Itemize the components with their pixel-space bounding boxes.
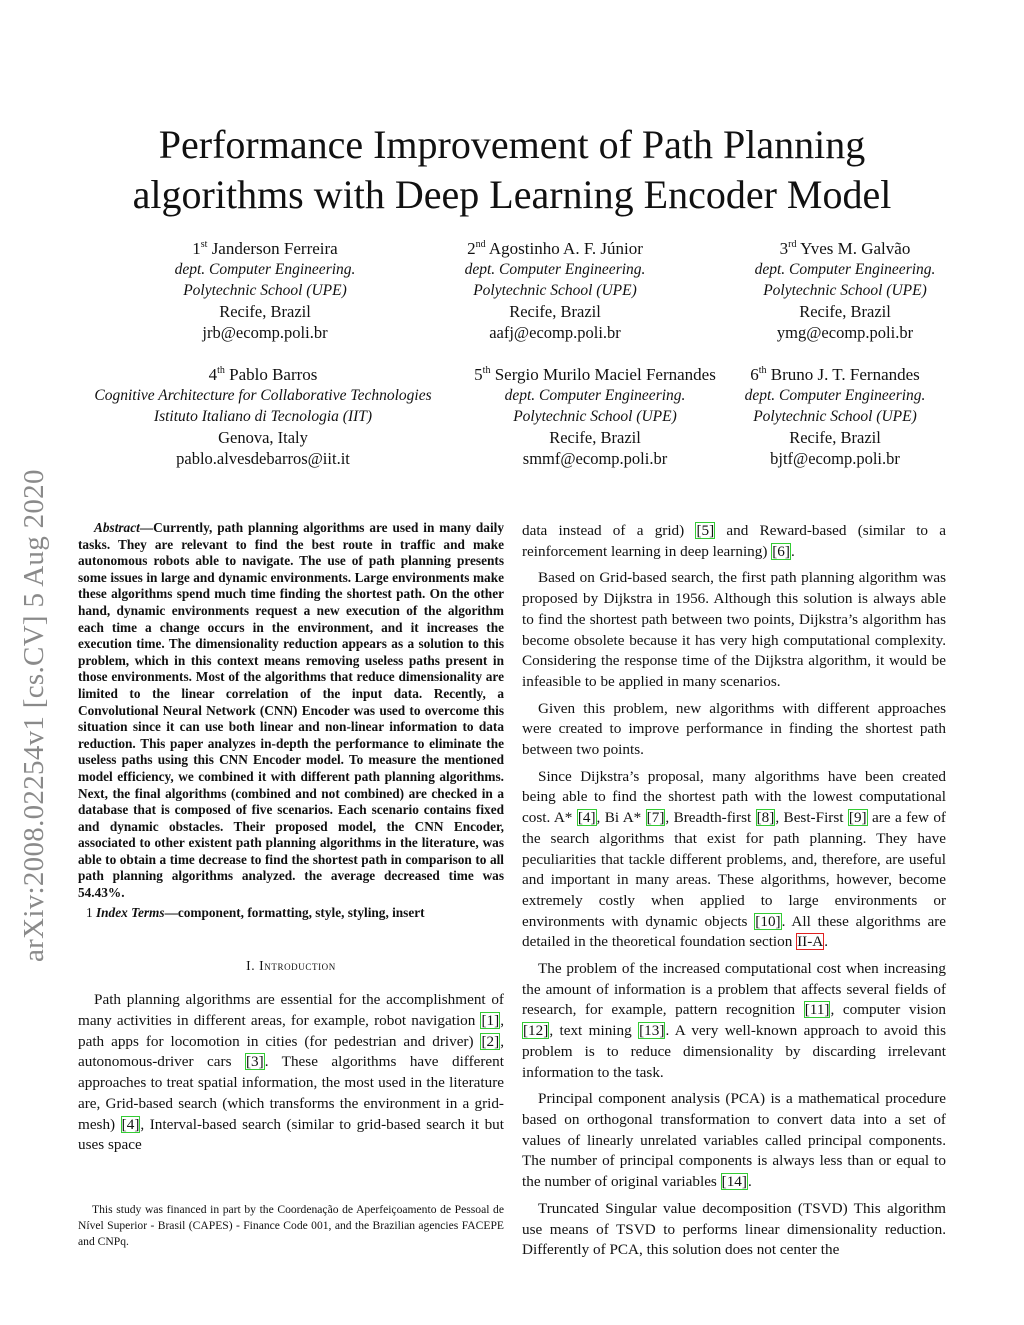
author-ordinal: rd (788, 239, 797, 250)
body-paragraph: Principal component analysis (PCA) is a mathematical procedure based on orthogonal transformation to convert data into a set of values of linearly unrelated variables called principal components. The number of principal components is always less than or equal to the number of original variables [14]. (522, 1090, 946, 1191)
author-dept: dept. Computer Engineering. (504, 387, 686, 404)
citation-link[interactable]: [9] (848, 809, 867, 827)
section-heading: I. Introduction (246, 957, 336, 973)
author-city: Recife, Brazil (799, 302, 891, 321)
author-city: Genova, Italy (218, 428, 308, 447)
abstract-label: Abstract (94, 520, 140, 535)
index-terms-label: Index Terms (95, 904, 165, 920)
title-line-2: algorithms with Deep Learning Encoder Model (132, 172, 892, 217)
author-dept: dept. Computer Engineering. (464, 261, 646, 278)
footnote-text: This study was financed in part by the Coordenação de Aperfeiçoamento de Pessoal de Nível Superior - Brasil (CAPES) - Finance Code 001, and the Brazilian agencies FACEPE and CNPq. (78, 1203, 504, 1248)
author-name: Pablo Barros (229, 365, 318, 384)
author-dept: dept. Computer Engineering. (754, 261, 936, 278)
author-name: Agostinho A. F. Júnior (488, 239, 643, 258)
author-ordinal: th (217, 365, 225, 376)
citation-link[interactable]: [2] (481, 1032, 500, 1050)
author-email: smmf@ecomp.poli.br (522, 449, 668, 468)
author-city: Recife, Brazil (549, 428, 641, 447)
author-block-4 (70, 364, 456, 469)
author-block-2 (410, 238, 700, 343)
citation-link[interactable]: [10] (755, 912, 781, 930)
author-block-3 (700, 238, 990, 343)
abstract-text: —Currently, path planning algorithms are used in many daily tasks. They are relevant to find the best route in traffic and make autonomous robots able to navigate. The use of path planning presents some issues in large and dynamic environments. Large environments make these algorithms spend much time finding the shortest path. On the other hand, dynamic environments request a new execution of the algorithm each time a change occurs in the environment, and it increases the execution time. The dimensionality reduction appears as a solution to this problem, which in this context means removing useless paths present in those environments. Most of the algorithms that reduce dimensionality are limited to the linear correlation of the input data. Recently, a Convolutional Neural Network (CNN) Encoder was used to overcome this situation since it can use both linear and non-linear information to data reduction. This paper analyzes in-depth the performance to eliminate the useless paths using this CNN Encoder model. To measure the mentioned model efficiency, we combined it with different path planning algorithms. Next, the final algorithms (combined and not combined) are checked in a database that is composed of five scenarios. Each scenario contains fixed and dynamic obstacles. Their proposed model, the CNN Encoder, associated to other existent path planning algorithms in the literature, was able to obtain a time decrease to find the shortest path in comparison to all path planning algorithms analyzed. the average decreased time was 54.43%. (78, 520, 504, 901)
author-name: Yves M. Galvão (800, 239, 911, 258)
citation-link[interactable]: [6] (772, 542, 790, 560)
author-city: Recife, Brazil (219, 302, 311, 321)
citation-link[interactable]: [12] (523, 1022, 549, 1040)
citation-link[interactable]: [14] (721, 1173, 747, 1191)
author-name: Bruno J. T. Fernandes (770, 365, 920, 384)
left-column (78, 520, 504, 1156)
citation-link[interactable]: [5] (696, 522, 715, 539)
author-block-5 (450, 364, 740, 469)
author-num: 2 (467, 239, 476, 258)
author-email: jrb@ecomp.poli.br (202, 323, 328, 342)
intro-paragraph: Path planning algorithms are essential for the accomplishment of many activities in different areas, for example, robot navigation [1], path apps for locomotion in cities (for pedestrian and driver) [2], autonomous-driver cars [3]. These algorithms have different approaches to treat spatial information, the most used in the literature are, Grid-based search (which transforms the environment in a grid-mesh) [4], Interval-based search (similar to grid-based search it but uses space (78, 991, 504, 1154)
section-link[interactable]: II-A (797, 933, 824, 951)
arxiv-stamp: arXiv:2008.02254v1 [cs.CV] 5 Aug 2020 (18, 469, 50, 962)
title-line-1: Performance Improvement of Path Planning (158, 122, 866, 167)
author-num: 4 (208, 365, 218, 384)
author-org: Polytechnic School (UPE) (763, 282, 927, 299)
author-org: Polytechnic School (UPE) (183, 282, 347, 299)
author-num: 1 (192, 239, 201, 258)
author-block-1 (120, 238, 410, 343)
author-name: Janderson Ferreira (211, 239, 338, 258)
citation-link[interactable]: [7] (646, 809, 665, 827)
right-column (522, 521, 946, 1261)
author-org: Polytechnic School (UPE) (513, 408, 677, 425)
citation-link[interactable]: [4] (121, 1115, 140, 1133)
citation-link[interactable]: [11] (804, 1001, 830, 1019)
index-terms (78, 904, 504, 922)
footnote (78, 1202, 504, 1250)
author-ordinal: th (758, 365, 767, 376)
author-block-6 (728, 364, 942, 469)
body-paragraph: Given this problem, new algorithms with different approaches were created to improve performance in finding the shortest path between two points. (522, 699, 946, 759)
author-city: Recife, Brazil (509, 302, 601, 321)
citation-link[interactable]: [3] (245, 1053, 264, 1071)
author-email: aafj@ecomp.poli.br (489, 323, 621, 342)
body-paragraph: The problem of the increased computational cost when increasing the amount of information is a problem that affects several fields of research, for example, pattern recognition [11], computer vision [12], text mining [13]. A very well-known approach to avoid this problem is to reduce dimensionality by discarding irrelevant information to the task. (522, 960, 947, 1081)
author-dept: dept. Computer Engineering. (174, 261, 356, 278)
citation-link[interactable]: [13] (639, 1022, 665, 1040)
author-org: Polytechnic School (UPE) (473, 282, 637, 299)
citation-link[interactable]: [4] (577, 809, 596, 827)
author-dept: dept. Computer Engineering. (744, 387, 926, 404)
author-org: Istituto Italiano di Tecnologia (IIT) (153, 408, 373, 425)
author-ordinal: st (200, 239, 208, 250)
index-num: 1 (86, 904, 93, 920)
author-num: 6 (750, 365, 759, 384)
author-org: Polytechnic School (UPE) (753, 408, 917, 425)
author-email: ymg@ecomp.poli.br (776, 323, 914, 342)
abstract (78, 520, 504, 902)
citation-link[interactable]: [8] (756, 809, 775, 827)
author-num: 5 (474, 365, 483, 384)
author-email: bjtf@ecomp.poli.br (770, 449, 900, 468)
author-name: Sergio Murilo Maciel Fernandes (494, 365, 716, 384)
author-city: Recife, Brazil (789, 428, 881, 447)
body-paragraph: Since Dijkstra’s proposal, many algorithms have been created being able to find the shortest path with the lowest computational cost. A* [4], Bi A* [7], Breadth-first [8], Best-First [9] are a few of the search algorithms that exist for path planning. They have peculiarities that tackle different problems, and, therefore, are useful and important in many areas. These algorithms, however, become extremely costly when applied to large environments or environments with dynamic objects [10]. All these algorithms are detailed in the theoretical foundation section II-A. (522, 767, 946, 951)
paper-title (60, 120, 964, 220)
author-ordinal: nd (475, 239, 486, 250)
author-dept: Cognitive Architecture for Collaborative Technologies (94, 387, 432, 404)
index-terms-text: —component, formatting, style, styling, insert (164, 904, 425, 920)
author-email: pablo.alvesdebarros@iit.it (176, 449, 350, 468)
citation-link[interactable]: [1] (481, 1012, 500, 1030)
body-paragraph: Truncated Singular value decomposition (TSVD) This algorithm use means of TSVD to performs linear dimensionality reduction. Differently of PCA, this solution does not center the (522, 1199, 946, 1259)
author-ordinal: th (482, 365, 491, 376)
body-paragraph: Based on Grid-based search, the first path planning algorithm was proposed by Dijkstra in 1956. Although this solution is always able to find the shortest path between two points, Dijkstra’s algorithm has become obsolete because it has very high computational complexity. Considering the response time of the Dijkstra algorithm, it would be infeasible to be applied in many scenarios. (522, 569, 946, 690)
body-paragraph: data instead of a grid) [5] and Reward-based (similar to a reinforcement learning in deep learning) [6]. (522, 522, 947, 560)
author-num: 3 (779, 239, 789, 258)
